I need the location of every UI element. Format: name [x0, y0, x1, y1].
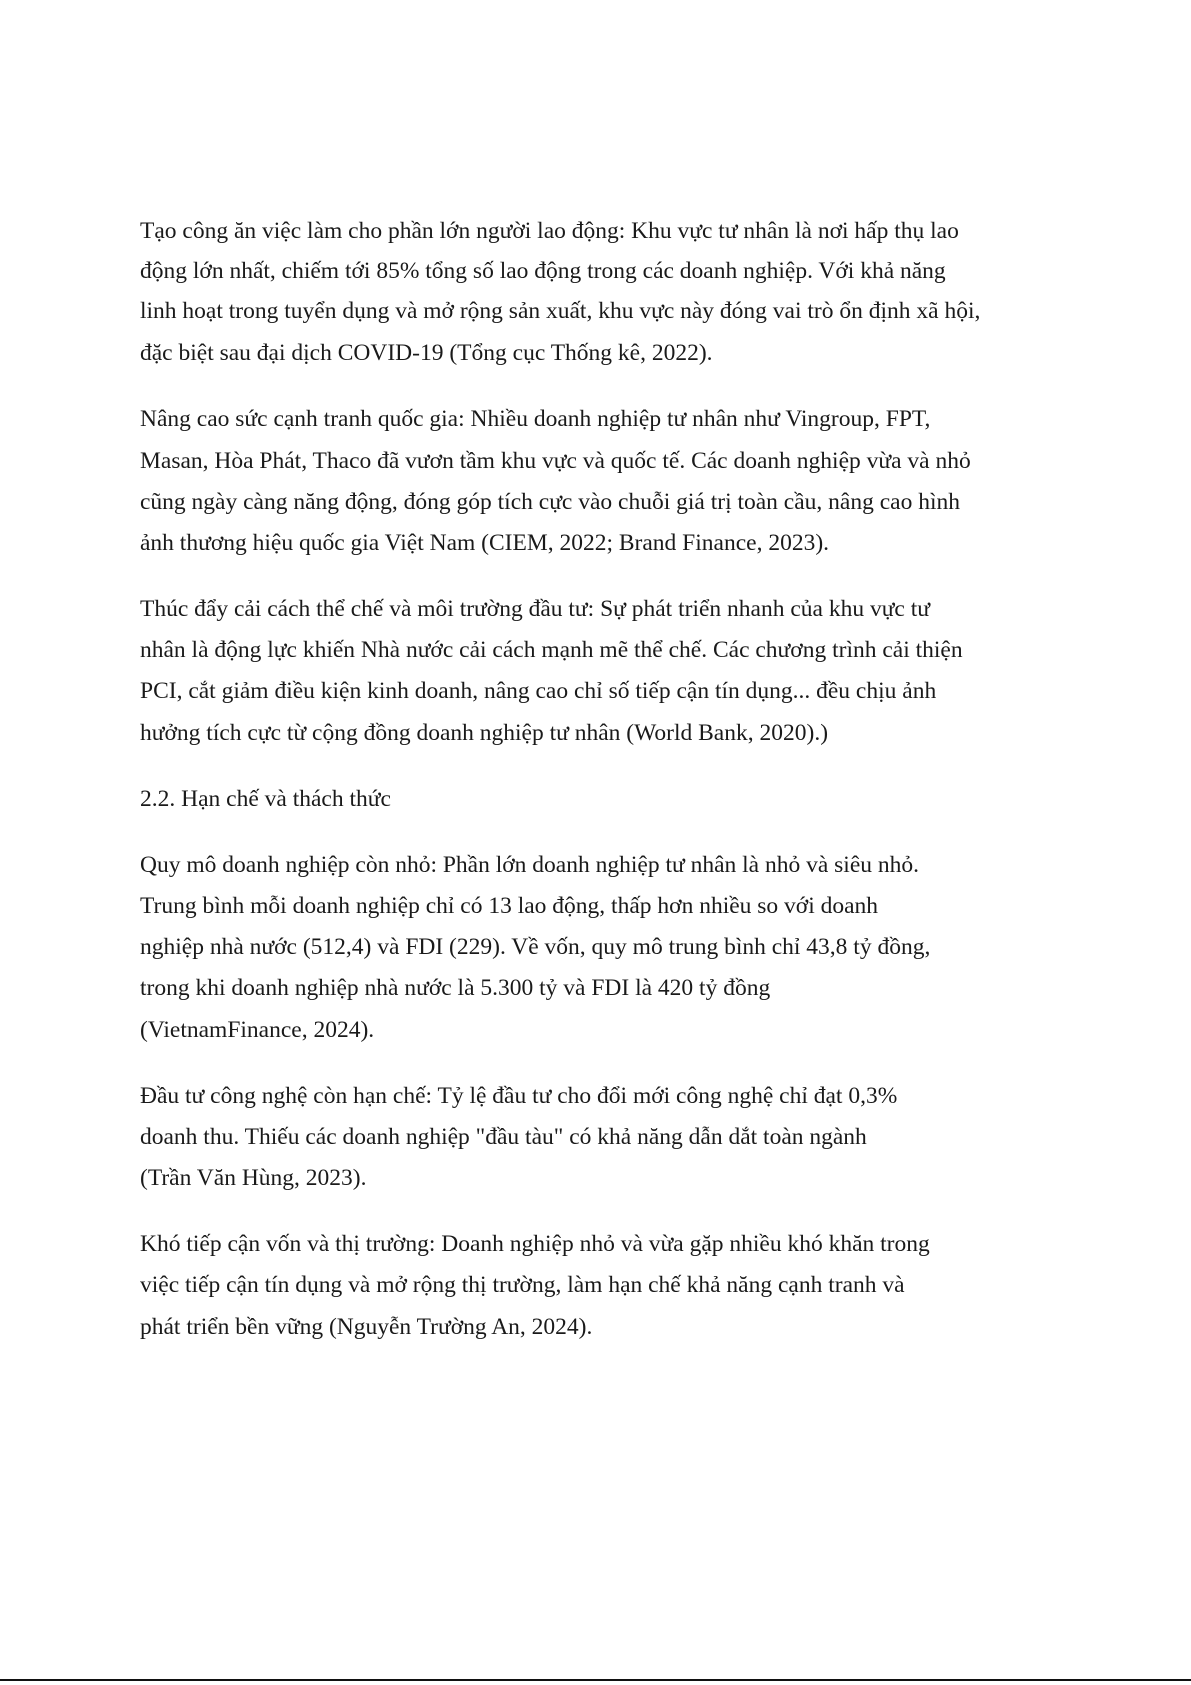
paragraph-line: Tạo công ăn việc làm cho phần lớn người lao động: Khu vực tư nhân là nơi hấp thụ lao [140, 218, 959, 244]
paragraph-line: (VietnamFinance, 2024). [140, 1017, 375, 1043]
paragraph-line: phát triển bền vững (Nguyễn Trường An, 2024). [140, 1314, 593, 1340]
paragraph-line: cũng ngày càng năng động, đóng góp tích cực vào chuỗi giá trị toàn cầu, nâng cao hình [140, 489, 960, 515]
section-heading: 2.2. Hạn chế và thách thức [140, 786, 391, 812]
paragraph-line: doanh thu. Thiếu các doanh nghiệp "đầu tàu" có khả năng dẫn dắt toàn ngành [140, 1124, 867, 1150]
paragraph-line: việc tiếp cận tín dụng và mở rộng thị trường, làm hạn chế khả năng cạnh tranh và [140, 1272, 905, 1298]
paragraph-line: (Trần Văn Hùng, 2023). [140, 1165, 367, 1191]
paragraph-line: hưởng tích cực từ cộng đồng doanh nghiệp tư nhân (World Bank, 2020).) [140, 720, 829, 746]
paragraph-line: Trung bình mỗi doanh nghiệp chỉ có 13 lao động, thấp hơn nhiều so với doanh [140, 893, 879, 919]
paragraph-line: linh hoạt trong tuyển dụng và mở rộng sản xuất, khu vực này đóng vai trò ổn định xã hội, [140, 298, 981, 324]
paragraph-line: Nâng cao sức cạnh tranh quốc gia: Nhiều doanh nghiệp tư nhân như Vingroup, FPT, [140, 406, 931, 432]
paragraph-line: ảnh thương hiệu quốc gia Việt Nam (CIEM, 2022; Brand Finance, 2023). [140, 530, 830, 556]
paragraph-line: Thúc đẩy cải cách thể chế và môi trường đầu tư: Sự phát triển nhanh của khu vực tư [140, 596, 931, 622]
paragraph-line: trong khi doanh nghiệp nhà nước là 5.300 tỷ và FDI là 420 tỷ đồng [140, 975, 771, 1001]
paragraph-line: PCI, cắt giảm điều kiện kinh doanh, nâng cao chỉ số tiếp cận tín dụng... đều chịu ảnh [140, 678, 937, 704]
paragraph-line: Masan, Hòa Phát, Thaco đã vươn tầm khu vực và quốc tế. Các doanh nghiệp vừa và nhỏ [140, 448, 971, 474]
page-bottom-rule [0, 1679, 1191, 1681]
paragraph-line: Đầu tư công nghệ còn hạn chế: Tỷ lệ đầu tư cho đổi mới công nghệ chỉ đạt 0,3% [140, 1083, 898, 1109]
paragraph-line: động lớn nhất, chiếm tới 85% tổng số lao động trong các doanh nghiệp. Với khả năng [140, 258, 946, 284]
paragraph-line: Quy mô doanh nghiệp còn nhỏ: Phần lớn doanh nghiệp tư nhân là nhỏ và siêu nhỏ. [140, 852, 920, 878]
paragraph-line: nghiệp nhà nước (512,4) và FDI (229). Về vốn, quy mô trung bình chỉ 43,8 tỷ đồng, [140, 934, 931, 960]
paragraph-line: Khó tiếp cận vốn và thị trường: Doanh nghiệp nhỏ và vừa gặp nhiều khó khăn trong [140, 1231, 930, 1257]
paragraph-line: đặc biệt sau đại dịch COVID-19 (Tổng cục Thống kê, 2022). [140, 340, 713, 366]
paragraph-line: nhân là động lực khiến Nhà nước cải cách mạnh mẽ thể chế. Các chương trình cải thiện [140, 637, 963, 663]
